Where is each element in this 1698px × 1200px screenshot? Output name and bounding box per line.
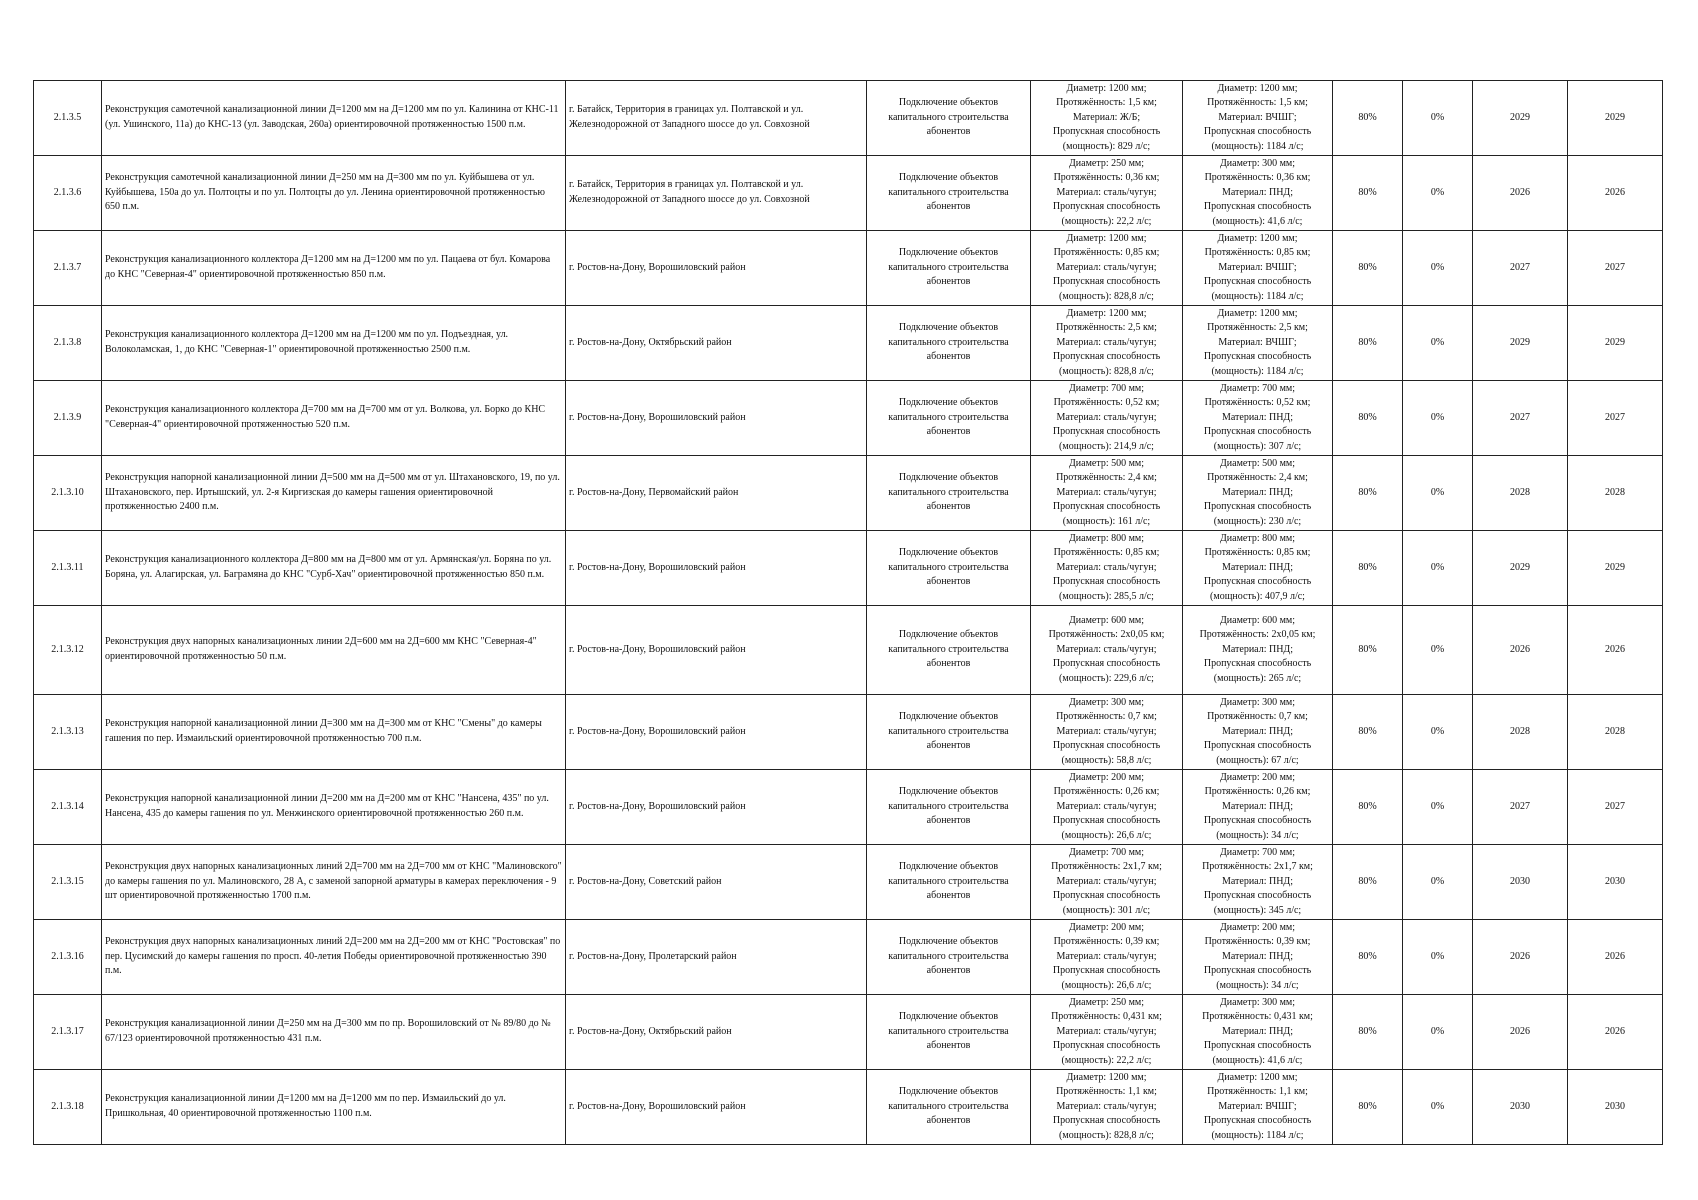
param-line: Материал: ПНД; — [1221, 800, 1294, 812]
cell-year-end: 2027 — [1568, 231, 1663, 306]
investment-program-table — [33, 80, 1663, 1145]
cell-percent-2: 0% — [1403, 1070, 1473, 1145]
cell-percent-2: 0% — [1403, 306, 1473, 381]
cell-params-before — [1031, 381, 1183, 456]
cell-percent-1: 80% — [1333, 606, 1403, 695]
cell-code: 2.1.3.8 — [34, 306, 102, 381]
param-line: Пропускная способность — [1052, 126, 1161, 138]
param-line: (мощность): 22,2 л/с; — [1061, 215, 1152, 227]
cell-code: 2.1.3.9 — [34, 381, 102, 456]
param-line: Пропускная способность — [1052, 501, 1161, 513]
cell-percent-1: 80% — [1333, 231, 1403, 306]
param-line: Диаметр: 300 мм; — [1068, 696, 1145, 708]
param-line: Диаметр: 1200 мм; — [1217, 82, 1298, 94]
cell-year-end: 2026 — [1568, 156, 1663, 231]
param-line: Протяжённость: 2,4 км; — [1207, 472, 1308, 484]
cell-percent-1: 80% — [1333, 695, 1403, 770]
cell-location: г. Ростов-на-Дону, Ворошиловский район — [566, 770, 867, 845]
param-line: Диаметр: 1200 мм; — [1217, 1071, 1298, 1083]
param-line: (мощность): 230 л/с; — [1213, 515, 1302, 527]
cell-purpose: Подключение объектов капитального строительства абонентов — [867, 995, 1031, 1070]
param-line: Диаметр: 200 мм; — [1219, 921, 1296, 933]
cell-percent-2: 0% — [1403, 81, 1473, 156]
cell-percent-2: 0% — [1403, 995, 1473, 1070]
cell-year-end: 2030 — [1568, 1070, 1663, 1145]
table-row — [34, 995, 1663, 1070]
param-line: Пропускная способность — [1052, 740, 1161, 752]
param-line: (мощность): 828,8 л/с; — [1059, 365, 1154, 377]
param-line: (мощность): 301 л/с; — [1062, 904, 1151, 916]
param-line: Диаметр: 300 мм; — [1219, 996, 1296, 1008]
cell-year-end: 2028 — [1568, 695, 1663, 770]
cell-code: 2.1.3.5 — [34, 81, 102, 156]
param-line: Диаметр: 1200 мм; — [1066, 232, 1147, 244]
param-line: Материал: сталь/чугун; — [1056, 186, 1157, 198]
cell-description: Реконструкция канализационной линии Д=1200 мм на Д=1200 мм по пер. Измаильский до ул. Пришкольная, 40 ориентировочной протяженностью 1100 п.м. — [102, 1070, 566, 1145]
cell-description: Реконструкция двух напорных канализационных линии 2Д=600 мм на 2Д=600 мм КНС "Северная-4" ориентировочной протяженностью 50 п.м. — [102, 606, 566, 695]
cell-year-start: 2028 — [1473, 456, 1568, 531]
cell-year-start: 2026 — [1473, 156, 1568, 231]
cell-year-end: 2030 — [1568, 845, 1663, 920]
param-line: Протяжённость: 0,36 км; — [1204, 172, 1311, 184]
cell-purpose: Подключение объектов капитального строительства абонентов — [867, 306, 1031, 381]
param-line: (мощность): 41,6 л/с; — [1212, 1054, 1303, 1066]
table-row — [34, 695, 1663, 770]
cell-percent-2: 0% — [1403, 606, 1473, 695]
cell-code: 2.1.3.14 — [34, 770, 102, 845]
param-line: Протяжённость: 2х1,7 км; — [1202, 861, 1313, 873]
param-line: Диаметр: 250 мм; — [1068, 157, 1145, 169]
cell-params-after — [1183, 381, 1333, 456]
param-line: (мощность): 58,8 л/с; — [1061, 754, 1152, 766]
cell-params-before — [1031, 845, 1183, 920]
param-line: Пропускная способность — [1052, 815, 1161, 827]
param-line: Пропускная способность — [1203, 658, 1312, 670]
table-row — [34, 920, 1663, 995]
param-line: Протяжённость: 0,431 км; — [1202, 1011, 1313, 1023]
table-row — [34, 531, 1663, 606]
cell-params-after — [1183, 1070, 1333, 1145]
table-row — [34, 606, 1663, 695]
param-line: Материал: сталь/чугун; — [1056, 411, 1157, 423]
cell-params-after — [1183, 845, 1333, 920]
cell-code: 2.1.3.17 — [34, 995, 102, 1070]
param-line: Протяжённость: 2х0,05 км; — [1199, 629, 1316, 641]
param-line: Протяжённость: 0,39 км; — [1204, 936, 1311, 948]
cell-percent-2: 0% — [1403, 531, 1473, 606]
param-line: Диаметр: 200 мм; — [1068, 771, 1145, 783]
table-row — [34, 845, 1663, 920]
param-line: Материал: ВЧШГ; — [1218, 261, 1297, 273]
cell-percent-1: 80% — [1333, 456, 1403, 531]
cell-location: г. Ростов-на-Дону, Ворошиловский район — [566, 531, 867, 606]
cell-description: Реконструкция двух напорных канализационных линий 2Д=200 мм на 2Д=200 мм от КНС "Ростовская" по пер. Цусимский до камеры гашения по просп. 40-летия Победы ориентировочной протяженностью 390 п.м. — [102, 920, 566, 995]
param-line: Протяжённость: 0,85 км; — [1204, 247, 1311, 259]
param-line: (мощность): 285,5 л/с; — [1059, 590, 1154, 602]
param-line: Протяжённость: 0,36 км; — [1053, 172, 1160, 184]
cell-year-end: 2029 — [1568, 306, 1663, 381]
param-line: Материал: сталь/чугун; — [1056, 725, 1157, 737]
table-row — [34, 381, 1663, 456]
cell-params-after — [1183, 81, 1333, 156]
cell-percent-1: 80% — [1333, 306, 1403, 381]
param-line: Протяжённость: 0,85 км; — [1053, 247, 1160, 259]
param-line: Протяжённость: 0,7 км; — [1056, 711, 1157, 723]
cell-location: г. Ростов-на-Дону, Ворошиловский район — [566, 606, 867, 695]
param-line: Диаметр: 600 мм; — [1219, 614, 1296, 626]
cell-location: г. Ростов-на-Дону, Ворошиловский район — [566, 381, 867, 456]
param-line: Материал: ВЧШГ; — [1218, 336, 1297, 348]
param-line: Материал: ВЧШГ; — [1218, 111, 1297, 123]
param-line: Пропускная способность — [1052, 351, 1161, 363]
cell-percent-1: 80% — [1333, 531, 1403, 606]
param-line: Протяжённость: 2,5 км; — [1056, 322, 1157, 334]
param-line: (мощность): 1184 л/с; — [1211, 290, 1304, 302]
cell-percent-2: 0% — [1403, 231, 1473, 306]
cell-params-after — [1183, 306, 1333, 381]
table-row — [34, 456, 1663, 531]
cell-params-before — [1031, 920, 1183, 995]
param-line: Диаметр: 300 мм; — [1219, 696, 1296, 708]
cell-year-start: 2027 — [1473, 381, 1568, 456]
param-line: Протяжённость: 2,5 км; — [1207, 322, 1308, 334]
param-line: Диаметр: 1200 мм; — [1066, 307, 1147, 319]
cell-params-after — [1183, 156, 1333, 231]
param-line: Материал: сталь/чугун; — [1056, 643, 1157, 655]
cell-percent-1: 80% — [1333, 381, 1403, 456]
param-line: Материал: ПНД; — [1221, 1025, 1294, 1037]
param-line: (мощность): 1184 л/с; — [1211, 1129, 1304, 1141]
cell-params-before — [1031, 81, 1183, 156]
param-line: (мощность): 345 л/с; — [1213, 904, 1302, 916]
param-line: Материал: сталь/чугун; — [1056, 486, 1157, 498]
cell-purpose: Подключение объектов капитального строительства абонентов — [867, 695, 1031, 770]
cell-description: Реконструкция канализационного коллектора Д=700 мм на Д=700 мм от ул. Волкова, ул. Борко до КНС "Северная-4" ориентировочной протяженностью 520 п.м. — [102, 381, 566, 456]
param-line: Пропускная способность — [1203, 201, 1312, 213]
cell-location: г. Ростов-на-Дону, Октябрьский район — [566, 306, 867, 381]
cell-percent-1: 80% — [1333, 770, 1403, 845]
cell-code: 2.1.3.18 — [34, 1070, 102, 1145]
cell-purpose: Подключение объектов капитального строительства абонентов — [867, 156, 1031, 231]
param-line: Материал: сталь/чугун; — [1056, 800, 1157, 812]
param-line: Протяжённость: 0,52 км; — [1204, 397, 1311, 409]
param-line: Материал: ПНД; — [1221, 411, 1294, 423]
param-line: Пропускная способность — [1203, 740, 1312, 752]
param-line: (мощность): 829 л/с; — [1062, 140, 1151, 152]
cell-year-start: 2030 — [1473, 1070, 1568, 1145]
param-line: Диаметр: 500 мм; — [1219, 457, 1296, 469]
cell-code: 2.1.3.12 — [34, 606, 102, 695]
cell-year-start: 2029 — [1473, 306, 1568, 381]
cell-purpose: Подключение объектов капитального строительства абонентов — [867, 531, 1031, 606]
param-line: (мощность): 214,9 л/с; — [1059, 440, 1154, 452]
cell-location: г. Ростов-на-Дону, Советский район — [566, 845, 867, 920]
cell-params-before — [1031, 306, 1183, 381]
cell-percent-1: 80% — [1333, 995, 1403, 1070]
param-line: Материал: ПНД; — [1221, 725, 1294, 737]
cell-description: Реконструкция напорной канализационной линии Д=200 мм на Д=200 мм от КНС "Нансена, 435" по ул. Нансена, 435 до камеры гашения по ул. Менжинского ориентировочной протяженностью 260 п.м. — [102, 770, 566, 845]
param-line: Протяжённость: 1,5 км; — [1207, 97, 1308, 109]
param-line: (мощность): 407,9 л/с; — [1210, 590, 1305, 602]
param-line: (мощность): 22,2 л/с; — [1061, 1054, 1152, 1066]
cell-params-before — [1031, 695, 1183, 770]
cell-percent-2: 0% — [1403, 770, 1473, 845]
param-line: Диаметр: 300 мм; — [1219, 157, 1296, 169]
table-row — [34, 231, 1663, 306]
cell-description: Реконструкция напорной канализационной линии Д=500 мм на Д=500 мм от ул. Штахановского, 19, по ул. Штахановского, пер. Иртышский, ул. 2-я Киргизская до камеры гашения ориентировочной протяженностью 2400 п.м. — [102, 456, 566, 531]
cell-year-start: 2030 — [1473, 845, 1568, 920]
param-line: Пропускная способность — [1052, 201, 1161, 213]
param-line: Материал: сталь/чугун; — [1056, 1100, 1157, 1112]
cell-percent-2: 0% — [1403, 456, 1473, 531]
param-line: Протяжённость: 0,431 км; — [1051, 1011, 1162, 1023]
param-line: Пропускная способность — [1052, 576, 1161, 588]
cell-location: г. Ростов-на-Дону, Ворошиловский район — [566, 695, 867, 770]
param-line: Протяжённость: 0,39 км; — [1053, 936, 1160, 948]
param-line: Материал: ПНД; — [1221, 643, 1294, 655]
param-line: (мощность): 26,6 л/с; — [1061, 829, 1152, 841]
cell-year-end: 2029 — [1568, 81, 1663, 156]
param-line: Пропускная способность — [1203, 501, 1312, 513]
param-line: (мощность): 307 л/с; — [1213, 440, 1302, 452]
cell-percent-1: 80% — [1333, 920, 1403, 995]
param-line: Диаметр: 200 мм; — [1219, 771, 1296, 783]
cell-year-start: 2027 — [1473, 770, 1568, 845]
cell-code: 2.1.3.7 — [34, 231, 102, 306]
cell-code: 2.1.3.13 — [34, 695, 102, 770]
param-line: Материал: ПНД; — [1221, 486, 1294, 498]
param-line: Пропускная способность — [1052, 1040, 1161, 1052]
cell-year-start: 2026 — [1473, 920, 1568, 995]
cell-percent-1: 80% — [1333, 156, 1403, 231]
param-line: (мощность): 828,8 л/с; — [1059, 290, 1154, 302]
param-line: Материал: сталь/чугун; — [1056, 1025, 1157, 1037]
param-line: Пропускная способность — [1052, 1115, 1161, 1127]
param-line: Пропускная способность — [1203, 276, 1312, 288]
cell-params-after — [1183, 920, 1333, 995]
param-line: Материал: ПНД; — [1221, 186, 1294, 198]
table-row — [34, 81, 1663, 156]
cell-year-end: 2028 — [1568, 456, 1663, 531]
param-line: Диаметр: 800 мм; — [1068, 532, 1145, 544]
param-line: Диаметр: 700 мм; — [1068, 846, 1145, 858]
param-line: Диаметр: 250 мм; — [1068, 996, 1145, 1008]
param-line: Пропускная способность — [1203, 1115, 1312, 1127]
cell-code: 2.1.3.10 — [34, 456, 102, 531]
cell-percent-2: 0% — [1403, 845, 1473, 920]
param-line: Диаметр: 200 мм; — [1068, 921, 1145, 933]
param-line: Протяжённость: 0,7 км; — [1207, 711, 1308, 723]
param-line: Протяжённость: 0,52 км; — [1053, 397, 1160, 409]
param-line: Пропускная способность — [1203, 426, 1312, 438]
param-line: Диаметр: 600 мм; — [1068, 614, 1145, 626]
cell-params-before — [1031, 995, 1183, 1070]
cell-location: г. Батайск, Территория в границах ул. Полтавской и ул. Железнодорожной от Западного шоссе до ул. Совхозной — [566, 81, 867, 156]
cell-description: Реконструкция двух напорных канализационных линий 2Д=700 мм на 2Д=700 мм от КНС "Малиновского" до камеры гашения по ул. Малиновского, 28 А, с заменой запорной арматуры в камерах переключения - 9 шт ориентировочной протяженностью 1700 п.м. — [102, 845, 566, 920]
cell-percent-2: 0% — [1403, 920, 1473, 995]
param-line: Пропускная способность — [1203, 351, 1312, 363]
param-line: Материал: сталь/чугун; — [1056, 950, 1157, 962]
param-line: Диаметр: 700 мм; — [1068, 382, 1145, 394]
param-line: Материал: ВЧШГ; — [1218, 1100, 1297, 1112]
param-line: Диаметр: 1200 мм; — [1066, 82, 1147, 94]
param-line: (мощность): 229,6 л/с; — [1059, 672, 1154, 684]
param-line: Протяжённость: 1,5 км; — [1056, 97, 1157, 109]
cell-location: г. Ростов-на-Дону, Ворошиловский район — [566, 231, 867, 306]
param-line: Материал: ПНД; — [1221, 950, 1294, 962]
cell-purpose: Подключение объектов капитального строительства абонентов — [867, 231, 1031, 306]
param-line: Протяжённость: 2х1,7 км; — [1051, 861, 1162, 873]
param-line: Пропускная способность — [1203, 126, 1312, 138]
table-row — [34, 156, 1663, 231]
cell-params-after — [1183, 770, 1333, 845]
cell-params-before — [1031, 1070, 1183, 1145]
cell-params-before — [1031, 456, 1183, 531]
cell-params-after — [1183, 531, 1333, 606]
param-line: Пропускная способность — [1052, 276, 1161, 288]
cell-description: Реконструкция напорной канализационной линии Д=300 мм на Д=300 мм от КНС "Смены" до камеры гашения по пер. Измаильский ориентировочной протяженностью 700 п.м. — [102, 695, 566, 770]
cell-params-after — [1183, 606, 1333, 695]
cell-purpose: Подключение объектов капитального строительства абонентов — [867, 845, 1031, 920]
param-line: (мощность): 1184 л/с; — [1211, 140, 1304, 152]
param-line: Диаметр: 700 мм; — [1219, 846, 1296, 858]
cell-percent-2: 0% — [1403, 695, 1473, 770]
param-line: (мощность): 34 л/с; — [1216, 979, 1299, 991]
param-line: Пропускная способность — [1052, 965, 1161, 977]
param-line: Диаметр: 700 мм; — [1219, 382, 1296, 394]
cell-purpose: Подключение объектов капитального строительства абонентов — [867, 456, 1031, 531]
cell-purpose: Подключение объектов капитального строительства абонентов — [867, 81, 1031, 156]
cell-description: Реконструкция самотечной канализационной линии Д=1200 мм на Д=1200 мм по ул. Калинина от КНС-11 (ул. Ушинского, 11а) до КНС-13 (ул. Заводская, 260а) ориентировочной протяженностью 1500 п.м. — [102, 81, 566, 156]
cell-description: Реконструкция канализационного коллектора Д=1200 мм на Д=1200 мм по ул. Подъездная, ул. Волоколамская, 1, до КНС "Северная-1" ориентировочной протяженностью 2500 п.м. — [102, 306, 566, 381]
cell-location: г. Ростов-на-Дону, Пролетарский район — [566, 920, 867, 995]
cell-code: 2.1.3.15 — [34, 845, 102, 920]
cell-percent-1: 80% — [1333, 81, 1403, 156]
cell-year-start: 2029 — [1473, 531, 1568, 606]
cell-location: г. Ростов-на-Дону, Ворошиловский район — [566, 1070, 867, 1145]
param-line: Протяжённость: 2,4 км; — [1056, 472, 1157, 484]
cell-percent-2: 0% — [1403, 381, 1473, 456]
cell-year-end: 2026 — [1568, 920, 1663, 995]
cell-year-start: 2029 — [1473, 81, 1568, 156]
cell-location: г. Ростов-на-Дону, Первомайский район — [566, 456, 867, 531]
param-line: Пропускная способность — [1203, 965, 1312, 977]
param-line: Материал: ПНД; — [1221, 561, 1294, 573]
param-line: Протяжённость: 1,1 км; — [1207, 1086, 1308, 1098]
cell-location: г. Батайск, Территория в границах ул. Полтавской и ул. Железнодорожной от Западного шоссе до ул. Совхозной — [566, 156, 867, 231]
param-line: Материал: Ж/Б; — [1072, 111, 1141, 123]
cell-purpose: Подключение объектов капитального строительства абонентов — [867, 381, 1031, 456]
table-row — [34, 1070, 1663, 1145]
param-line: Пропускная способность — [1052, 890, 1161, 902]
cell-description: Реконструкция канализационного коллектора Д=800 мм на Д=800 мм от ул. Армянская/ул. Боряна по ул. Боряна, ул. Алагирская, ул. Баграмяна до КНС "Сурб-Хач" ориентировочной протяженностью 850 п.м. — [102, 531, 566, 606]
table-body — [34, 81, 1663, 1145]
param-line: Протяжённость: 0,26 км; — [1053, 786, 1160, 798]
param-line: (мощность): 41,6 л/с; — [1212, 215, 1303, 227]
cell-percent-1: 80% — [1333, 1070, 1403, 1145]
cell-code: 2.1.3.6 — [34, 156, 102, 231]
param-line: Диаметр: 500 мм; — [1068, 457, 1145, 469]
param-line: Протяжённость: 1,1 км; — [1056, 1086, 1157, 1098]
cell-year-end: 2026 — [1568, 606, 1663, 695]
cell-year-end: 2026 — [1568, 995, 1663, 1070]
param-line: Пропускная способность — [1203, 890, 1312, 902]
cell-params-before — [1031, 156, 1183, 231]
cell-params-after — [1183, 995, 1333, 1070]
param-line: Пропускная способность — [1203, 815, 1312, 827]
cell-params-after — [1183, 231, 1333, 306]
cell-params-before — [1031, 770, 1183, 845]
cell-year-end: 2027 — [1568, 381, 1663, 456]
param-line: Материал: сталь/чугун; — [1056, 336, 1157, 348]
param-line: Протяжённость: 0,85 км; — [1204, 547, 1311, 559]
param-line: (мощность): 1184 л/с; — [1211, 365, 1304, 377]
cell-description: Реконструкция канализационной линии Д=250 мм на Д=300 мм по пр. Ворошиловский от № 89/80 до № 67/123 ориентировочной протяженностью 431 п.м. — [102, 995, 566, 1070]
cell-year-start: 2026 — [1473, 995, 1568, 1070]
cell-code: 2.1.3.16 — [34, 920, 102, 995]
param-line: Диаметр: 1200 мм; — [1217, 307, 1298, 319]
param-line: Пропускная способность — [1052, 658, 1161, 670]
cell-location: г. Ростов-на-Дону, Октябрьский район — [566, 995, 867, 1070]
param-line: (мощность): 34 л/с; — [1216, 829, 1299, 841]
cell-year-end: 2027 — [1568, 770, 1663, 845]
cell-description: Реконструкция самотечной канализационной линии Д=250 мм на Д=300 мм по ул. Куйбышева от ул. Куйбышева, 150а до ул. Полтоцты и по ул. Полтоцты до ул. Ленина ориентировочной протяженностью 650 п.м. — [102, 156, 566, 231]
param-line: Пропускная способность — [1203, 1040, 1312, 1052]
cell-purpose: Подключение объектов капитального строительства абонентов — [867, 770, 1031, 845]
cell-year-start: 2026 — [1473, 606, 1568, 695]
param-line: (мощность): 26,6 л/с; — [1061, 979, 1152, 991]
cell-description: Реконструкция канализационного коллектора Д=1200 мм на Д=1200 мм по ул. Пацаева от бул. Комарова до КНС "Северная-4" ориентировочной протяженностью 850 п.м. — [102, 231, 566, 306]
cell-year-start: 2028 — [1473, 695, 1568, 770]
table-row — [34, 770, 1663, 845]
table-row — [34, 306, 1663, 381]
param-line: (мощность): 67 л/с; — [1216, 754, 1299, 766]
param-line: Диаметр: 1200 мм; — [1066, 1071, 1147, 1083]
param-line: Диаметр: 1200 мм; — [1217, 232, 1298, 244]
param-line: (мощность): 828,8 л/с; — [1059, 1129, 1154, 1141]
cell-year-end: 2029 — [1568, 531, 1663, 606]
cell-percent-1: 80% — [1333, 845, 1403, 920]
cell-year-start: 2027 — [1473, 231, 1568, 306]
cell-code: 2.1.3.11 — [34, 531, 102, 606]
cell-purpose: Подключение объектов капитального строительства абонентов — [867, 920, 1031, 995]
cell-params-before — [1031, 231, 1183, 306]
cell-purpose: Подключение объектов капитального строительства абонентов — [867, 1070, 1031, 1145]
param-line: Пропускная способность — [1203, 576, 1312, 588]
param-line: Протяжённость: 0,26 км; — [1204, 786, 1311, 798]
param-line: (мощность): 161 л/с; — [1062, 515, 1151, 527]
cell-params-before — [1031, 531, 1183, 606]
param-line: Пропускная способность — [1052, 426, 1161, 438]
param-line: Материал: сталь/чугун; — [1056, 875, 1157, 887]
param-line: Протяжённость: 0,85 км; — [1053, 547, 1160, 559]
cell-params-after — [1183, 456, 1333, 531]
cell-purpose: Подключение объектов капитального строительства абонентов — [867, 606, 1031, 695]
cell-params-after — [1183, 695, 1333, 770]
param-line: Материал: ПНД; — [1221, 875, 1294, 887]
cell-percent-2: 0% — [1403, 156, 1473, 231]
param-line: Материал: сталь/чугун; — [1056, 561, 1157, 573]
param-line: Протяжённость: 2х0,05 км; — [1048, 629, 1165, 641]
param-line: Диаметр: 800 мм; — [1219, 532, 1296, 544]
param-line: (мощность): 265 л/с; — [1213, 672, 1302, 684]
cell-params-before — [1031, 606, 1183, 695]
param-line: Материал: сталь/чугун; — [1056, 261, 1157, 273]
